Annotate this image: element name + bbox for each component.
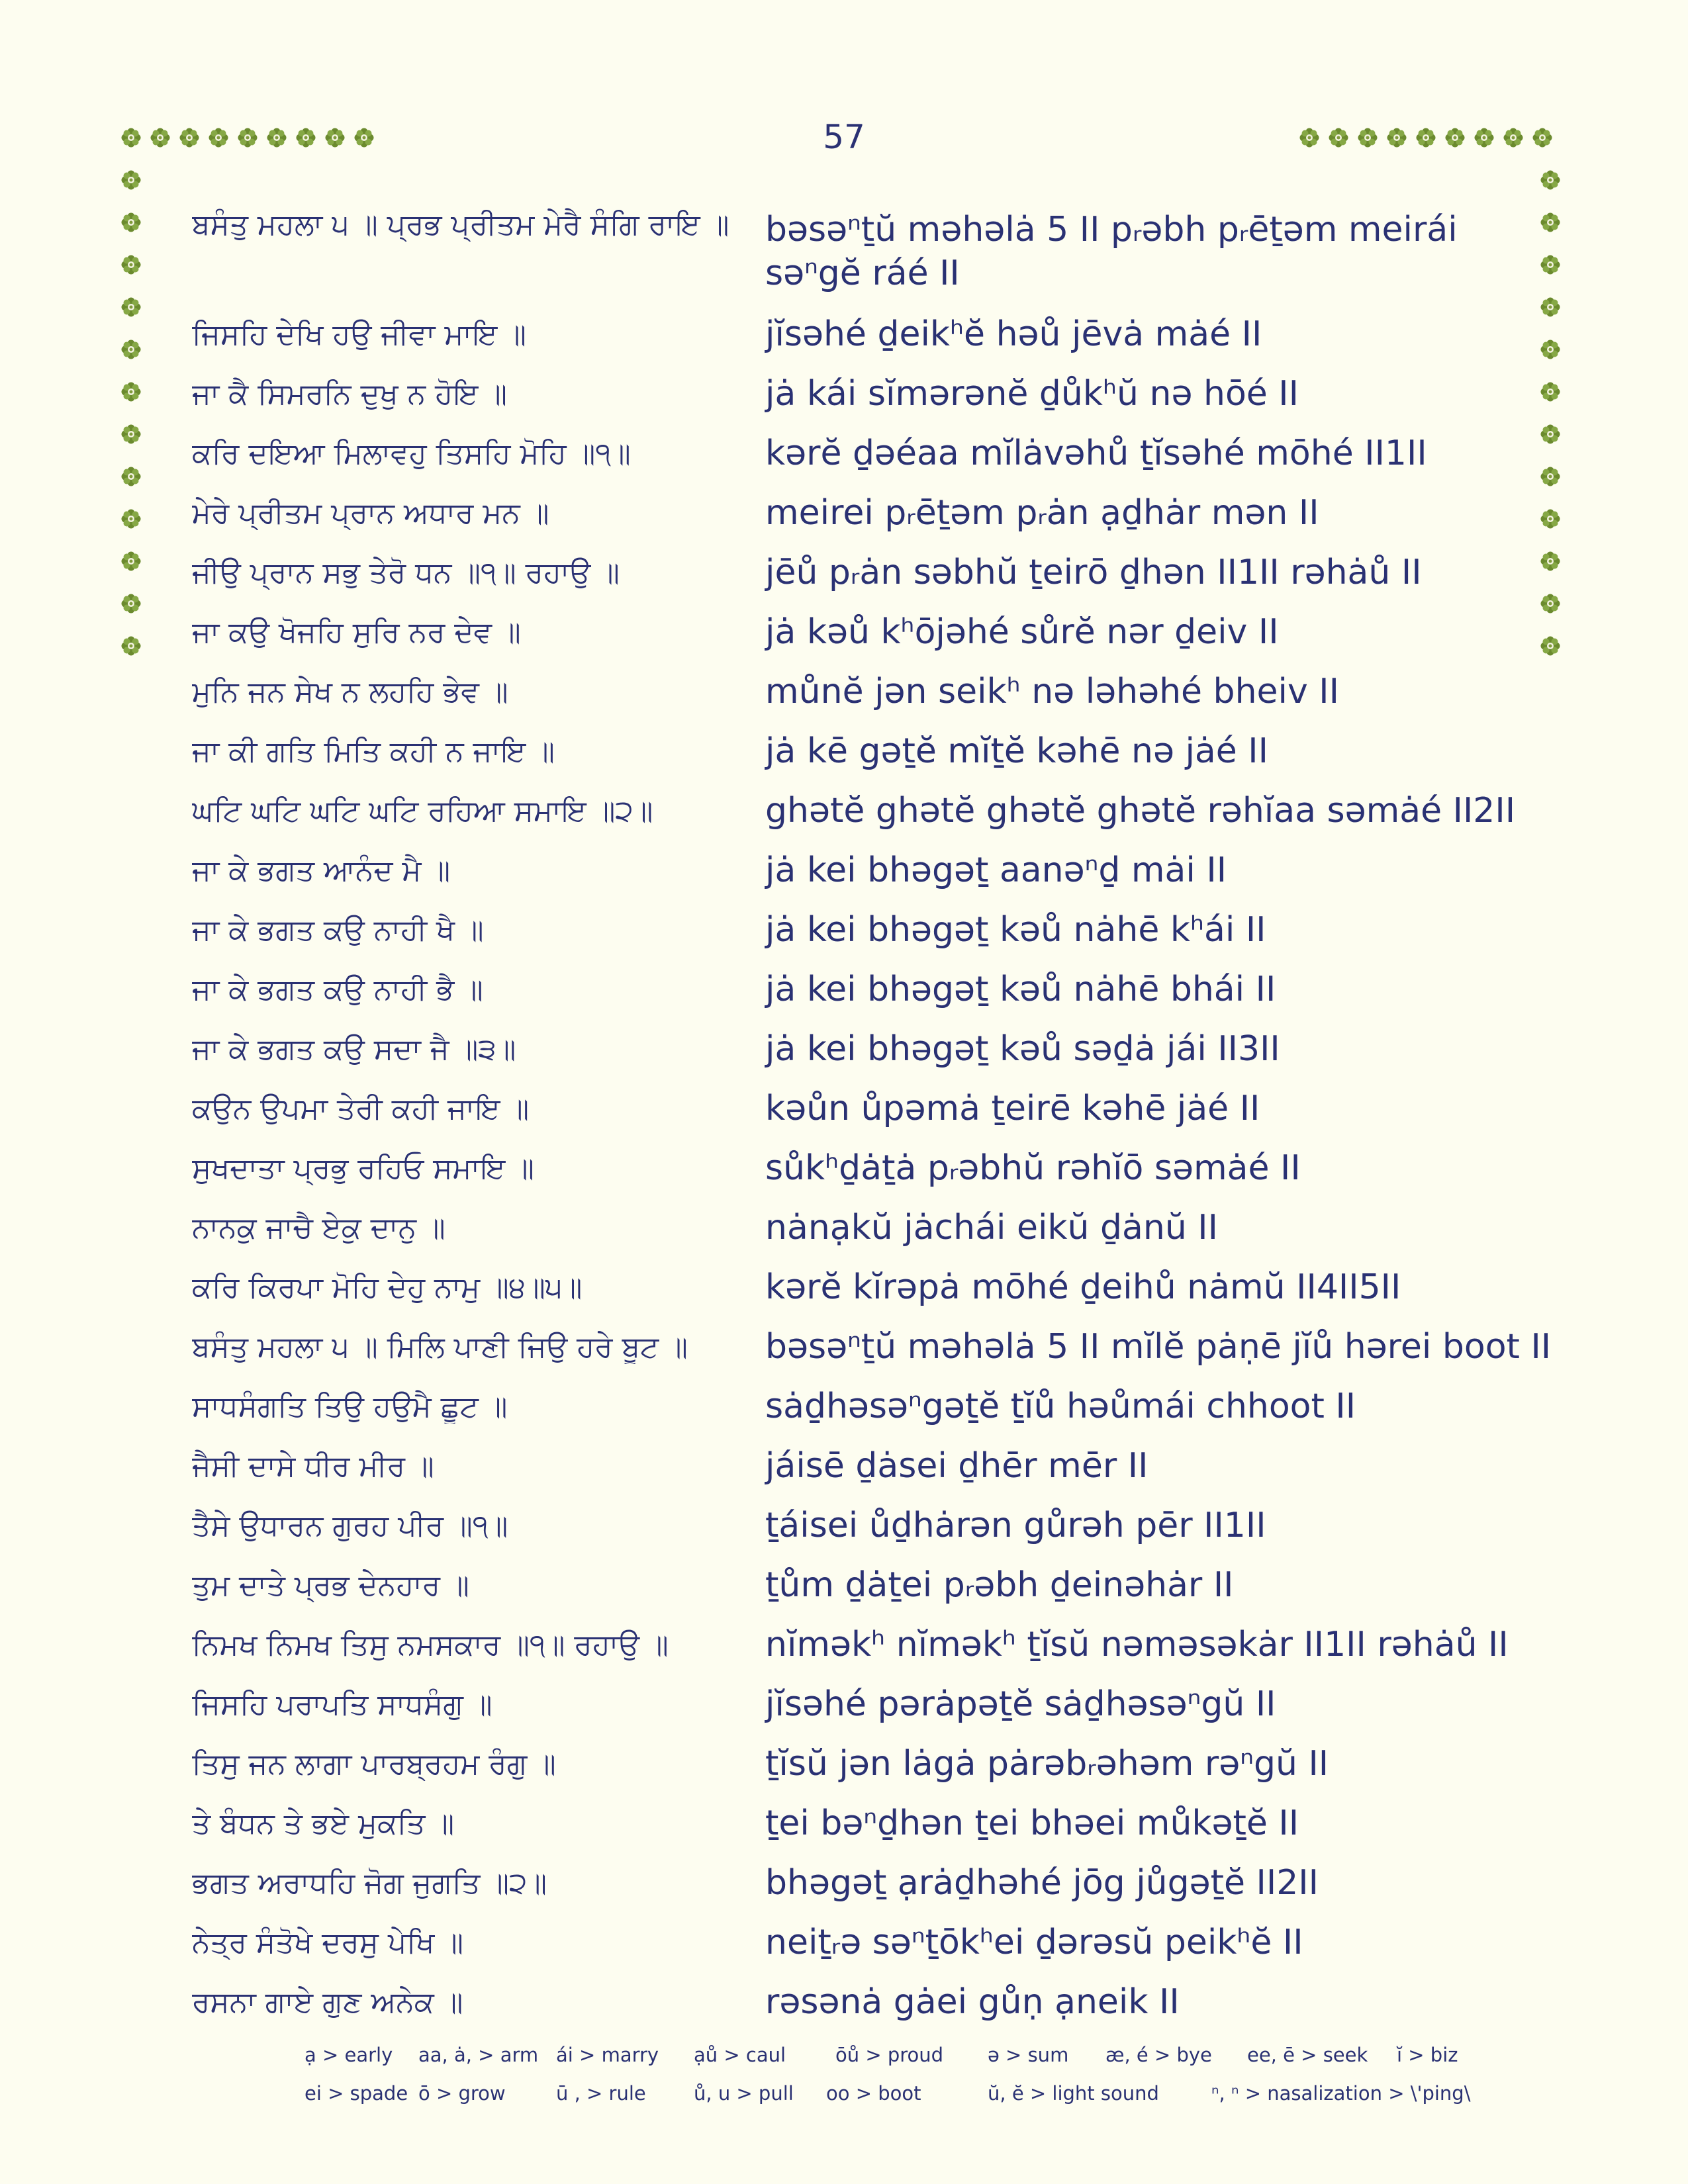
flower-icon	[121, 636, 141, 656]
legend-item: ə > sum	[988, 2044, 1069, 2066]
flower-icon	[121, 340, 141, 359]
verse-line	[192, 483, 1516, 543]
verse-line	[192, 1436, 1516, 1496]
flower-icon	[1540, 255, 1560, 275]
legend-item: oo > boot	[826, 2082, 921, 2105]
flower-icon	[121, 212, 141, 232]
flower-icon	[1540, 594, 1560, 614]
flower-icon	[267, 128, 287, 148]
verse-line	[192, 1198, 1516, 1257]
verse-line	[192, 900, 1516, 960]
verse-line	[192, 1972, 1516, 2032]
legend-item: ĭ > biz	[1397, 2044, 1458, 2066]
flower-icon	[1540, 424, 1560, 444]
flower-icon	[1540, 212, 1560, 232]
gurmukhi-text: ਜਾ ਕੀ ਗਤਿ ਮਿਤਿ ਕਹੀ ਨ ਜਾਇ ॥	[192, 734, 555, 768]
gurmukhi-text: ਜਾ ਕੇ ਭਗਤ ਆਨੰਦ ਮੈ ॥	[192, 853, 451, 887]
flower-icon	[121, 297, 141, 317]
verse-line	[192, 841, 1516, 900]
transliteration-text: jáisē ḏȧsei ḏhēr mēr II	[765, 1446, 1149, 1486]
gurmukhi-text: ਸਾਧਸੰਗਤਿ ਤਿਉ ਹਉਮੈ ਛੂਟ ॥	[192, 1389, 508, 1424]
transliteration-text: neiṯᵣə səⁿṯōkʰei ḏərəsŭ peikʰĕ II	[765, 1923, 1303, 1962]
gurmukhi-text: ਤੇ ਬੰਧਨ ਤੇ ਭਏ ਮੁਕਤਿ ॥	[192, 1806, 455, 1841]
flower-icon	[1503, 128, 1523, 148]
verse-line	[192, 424, 1516, 483]
verse-line	[192, 721, 1516, 781]
flower-icon	[1329, 128, 1348, 148]
transliteration-text: meirei pᵣēṯəm pᵣȧn ạḏhȧr mən II	[765, 493, 1319, 533]
verse-line	[192, 1853, 1516, 1913]
transliteration-text: jȧ kei bhəgəṯ kəů nȧhē kʰái II	[765, 910, 1266, 950]
flower-icon	[121, 467, 141, 486]
gurmukhi-text: ਕਰਿ ਦਇਆ ਮਿਲਾਵਹੁ ਤਿਸਹਿ ਮੋਹਿ ॥੧॥	[192, 436, 631, 471]
legend-item: ōů > proud	[835, 2044, 944, 2066]
gurmukhi-text: ਰਸਨਾ ਗਾਏ ਗੁਣ ਅਨੇਕ ॥	[192, 1985, 463, 2019]
transliteration-text: nȧnạkŭ jȧchái eikŭ ḏȧnŭ II	[765, 1208, 1218, 1248]
flower-icon	[1532, 128, 1552, 148]
verse-line	[192, 781, 1516, 841]
transliteration-text: sȧḏhəsəⁿgəṯĕ ṯĭů həůmái chhoot II	[765, 1387, 1356, 1426]
gurmukhi-text: ਜਾ ਕੇ ਭਗਤ ਕਉ ਨਾਹੀ ਭੈ ॥	[192, 972, 483, 1007]
legend-item: ŭ, ĕ > light sound	[988, 2082, 1159, 2105]
gurmukhi-text: ਮੇਰੇ ਪ੍ਰੀਤਮ ਪ੍ਰਾਨ ਅਧਾਰ ਮਨ ॥	[192, 496, 549, 530]
flower-icon	[121, 509, 141, 529]
flower-icon	[121, 382, 141, 402]
transliteration-text: můnĕ jən seikʰ nə ləhəhé bheiv II	[765, 672, 1339, 711]
transliteration-text: jĭsəhé ḏeikʰĕ həů jēvȧ mȧé II	[765, 314, 1262, 354]
transliteration-text: ṯei bəⁿḏhən ṯei bhəei můkəṯĕ II	[765, 1803, 1299, 1843]
gurmukhi-text: ਜਾ ਕੇ ਭਗਤ ਕਉ ਸਦਾ ਜੈ ॥੩॥	[192, 1032, 516, 1066]
verse-line	[192, 1674, 1516, 1734]
transliteration-text: ghətĕ ghətĕ ghətĕ ghətĕ rəhĭaa səmȧé II2II	[765, 791, 1516, 831]
gurmukhi-text: ਜਿਸਹਿ ਪਰਾਪਤਿ ਸਾਧਸੰਗੁ ॥	[192, 1687, 492, 1721]
gurmukhi-text: ਨੇਤ੍ਰ ਸੰਤੋਖੇ ਦਰਸੁ ਪੇਖਿ ॥	[192, 1925, 464, 1960]
gurmukhi-text: ਤਿਸੁ ਜਨ ਲਾਗਾ ਪਾਰਬ੍ਰਹਮ ਰੰਗੁ ॥	[192, 1747, 556, 1781]
verse-line	[192, 1615, 1516, 1674]
legend-item: ạ > early	[305, 2044, 393, 2066]
flower-icon	[121, 170, 141, 190]
verse-line	[192, 1734, 1516, 1794]
verse-line	[192, 1257, 1516, 1317]
flower-icon	[121, 128, 141, 148]
verse-line	[192, 1019, 1516, 1079]
transliteration-text: rəsənȧ gȧei gůṇ ạneik II	[765, 1982, 1180, 2022]
gurmukhi-text: ਬਸੰਤੁ ਮਹਲਾ ੫ ॥ ਮਿਲਿ ਪਾਣੀ ਜਿਉ ਹਰੇ ਬੂਟ ॥	[192, 1330, 688, 1364]
transliteration-text: sůkʰḏȧṯȧ pᵣəbhŭ rəhĭō səmȧé II	[765, 1148, 1301, 1188]
legend-item: ee, ē > seek	[1247, 2044, 1368, 2066]
gurmukhi-text: ਜਾ ਕਉ ਖੋਜਹਿ ਸੁਰਿ ਨਰ ਦੇਵ ॥	[192, 615, 521, 649]
gurmukhi-text: ਨਿਮਖ ਨਿਮਖ ਤਿਸੁ ਨਮਸਕਾਰ ॥੧॥ ਰਹਾਉ ॥	[192, 1627, 669, 1662]
legend-item: ů, u > pull	[694, 2082, 794, 2105]
verse-line	[192, 960, 1516, 1019]
legend-item: ái > marry	[556, 2044, 659, 2066]
gurmukhi-text: ਕਉਨ ਉਪਮਾ ਤੇਰੀ ਕਹੀ ਜਾਇ ॥	[192, 1091, 530, 1126]
flower-icon	[121, 594, 141, 614]
transliteration-text: jȧ kei bhəgəṯ kəů səḏȧ jái II3II	[765, 1029, 1280, 1069]
flower-icon	[1474, 128, 1494, 148]
verse-line	[192, 199, 1516, 304]
flower-icon	[1387, 128, 1407, 148]
flower-icon	[1540, 636, 1560, 656]
transliteration-text: kəůn ůpəmȧ ṯeirē kəhē jȧé II	[765, 1089, 1260, 1128]
verse-line	[192, 1138, 1516, 1198]
flower-icon	[1299, 128, 1319, 148]
flower-icon	[1540, 382, 1560, 402]
flower-icon	[1540, 509, 1560, 529]
gurmukhi-text: ਨਾਨਕੁ ਜਾਚੈ ਏਕੁ ਦਾਨੁ ॥	[192, 1210, 445, 1245]
flower-icon	[121, 551, 141, 571]
flower-icon	[150, 128, 170, 148]
transliteration-text: jȧ kəů kʰōjəhé sůrĕ nər ḏeiv II	[765, 612, 1279, 652]
flower-icon	[325, 128, 345, 148]
transliteration-text: kərĕ ḏəéaa mĭlȧvəhů ṯĭsəhé mōhé II1II	[765, 433, 1427, 473]
verse-line	[192, 543, 1516, 602]
transliteration-text: jȧ kei bhəgəṯ kəů nȧhē bhái II	[765, 970, 1276, 1009]
gurmukhi-text: ਸੁਖਦਾਤਾ ਪ੍ਰਭੁ ਰਹਿਓ ਸਮਾਇ ॥	[192, 1151, 534, 1185]
transliteration-text: ṯům ḏȧṯei pᵣəbh ḏeinəhȧr II	[765, 1565, 1234, 1605]
flower-icon	[179, 128, 199, 148]
gurmukhi-text: ਜਿਸਹਿ ਦੇਖਿ ਹਉ ਜੀਵਾ ਮਾਇ ॥	[192, 317, 526, 351]
flower-icon	[1540, 297, 1560, 317]
transliteration-text: bəsəⁿṯŭ məhəlȧ 5 II pᵣəbh pᵣēṯəm meirái səⁿgĕ ráé II	[765, 210, 1458, 293]
legend-item: ō > grow	[418, 2082, 506, 2105]
verse-line	[192, 1377, 1516, 1436]
legend-item: ⁿ, ⁿ > nasalization > \'ping\	[1211, 2082, 1471, 2105]
transliteration-text: jēů pᵣȧn səbhŭ ṯeirō ḏhən II1II rəhȧů II	[765, 553, 1422, 592]
transliteration-text: jȧ kái sĭmərənĕ ḏůkʰŭ nə hōé II	[765, 374, 1299, 414]
verse-line	[192, 602, 1516, 662]
flower-icon	[354, 128, 374, 148]
flower-icon	[1540, 170, 1560, 190]
gurmukhi-text: ਜੈਸੀ ਦਾਸੇ ਧੀਰ ਮੀਰ ॥	[192, 1449, 434, 1483]
gurmukhi-text: ਮੁਨਿ ਜਨ ਸੇਖ ਨ ਲਹਹਿ ਭੇਵ ॥	[192, 674, 508, 709]
flower-icon	[238, 128, 258, 148]
flower-icon	[1445, 128, 1465, 148]
transliteration-text: bəsəⁿṯŭ məhəlȧ 5 II mĭlĕ pȧṇē jĭů hərei boot II	[765, 1327, 1552, 1367]
flower-icon	[209, 128, 228, 148]
verse-line	[192, 1913, 1516, 1972]
flower-icon	[121, 424, 141, 444]
verse-line	[192, 1496, 1516, 1555]
flower-icon	[1540, 551, 1560, 571]
flower-icon	[296, 128, 316, 148]
verse-line	[192, 662, 1516, 721]
transliteration-text: jȧ kei bhəgəṯ aanəⁿḏ mȧi II	[765, 850, 1227, 890]
gurmukhi-text: ਘਟਿ ਘਟਿ ਘਟਿ ਘਟਿ ਰਹਿਆ ਸਮਾਇ ॥੨॥	[192, 794, 653, 828]
gurmukhi-text: ਬਸੰਤੁ ਮਹਲਾ ੫ ॥ ਪ੍ਰਭ ਪ੍ਰੀਤਮ ਮੇਰੈ ਸੰਗਿ ਰਾਇ ॥	[192, 208, 729, 242]
transliteration-text: bhəgəṯ ạrȧḏhəhé jōg jůgəṯĕ II2II	[765, 1863, 1319, 1903]
legend-item: aa, ȧ, > arm	[418, 2044, 539, 2066]
transliteration-text: jȧ kē gəṯĕ mĭṯĕ kəhē nə jȧé II	[765, 731, 1268, 771]
flower-icon	[1540, 340, 1560, 359]
verse-line	[192, 1555, 1516, 1615]
page-number: 57	[823, 118, 865, 156]
gurmukhi-text: ਜੀਉ ਪ੍ਰਾਨ ਸਭੁ ਤੇਰੋ ਧਨ ॥੧॥ ਰਹਾਉ ॥	[192, 555, 620, 590]
legend-item: ei > spade	[305, 2082, 408, 2105]
gurmukhi-text: ਭਗਤ ਅਰਾਧਹਿ ਜੋਗ ਜੁਗਤਿ ॥੨॥	[192, 1866, 547, 1900]
legend-item: æ, é > bye	[1105, 2044, 1212, 2066]
flower-icon	[121, 255, 141, 275]
gurmukhi-text: ਜਾ ਕੇ ਭਗਤ ਕਉ ਨਾਹੀ ਖੈ ॥	[192, 913, 484, 947]
gurmukhi-text: ਕਰਿ ਕਿਰਪਾ ਮੋਹਿ ਦੇਹੁ ਨਾਮੁ ॥੪॥੫॥	[192, 1270, 583, 1304]
gurmukhi-text: ਤੈਸੇ ਉਧਾਰਨ ਗੁਰਹ ਪੀਰ ॥੧॥	[192, 1508, 508, 1543]
verse-line	[192, 364, 1516, 424]
transliteration-text: ṯĭsŭ jən lȧgȧ pȧrəbᵣəhəm rəⁿgŭ II	[765, 1744, 1329, 1784]
flower-icon	[1540, 467, 1560, 486]
verse-line	[192, 1794, 1516, 1853]
flower-icon	[1416, 128, 1436, 148]
legend-item: ạů > caul	[694, 2044, 786, 2066]
transliteration-text: jĭsəhé pərȧpəṯĕ sȧḏhəsəⁿgŭ II	[765, 1684, 1276, 1724]
legend-item: ū , > rule	[556, 2082, 646, 2105]
verse-line	[192, 1079, 1516, 1138]
flower-icon	[1358, 128, 1378, 148]
gurmukhi-text: ਤੁਮ ਦਾਤੇ ਪ੍ਰਭ ਦੇਨਹਾਰ ॥	[192, 1568, 469, 1602]
gurmukhi-text: ਜਾ ਕੈ ਸਿਮਰਨਿ ਦੁਖੁ ਨ ਹੋਇ ॥	[192, 377, 508, 411]
verse-line	[192, 1317, 1552, 1377]
transliteration-text: nĭməkʰ nĭməkʰ ṯĭsŭ nəməsəkȧr II1II rəhȧů II	[765, 1625, 1509, 1664]
transliteration-text: kərĕ kĭrəpȧ mōhé ḏeihů nȧmŭ II4II5II	[765, 1267, 1401, 1307]
verse-line	[192, 304, 1516, 364]
transliteration-text: ṯáisei ůḏhȧrən gůrəh pēr II1II	[765, 1506, 1266, 1545]
verse-list	[192, 199, 1552, 2032]
